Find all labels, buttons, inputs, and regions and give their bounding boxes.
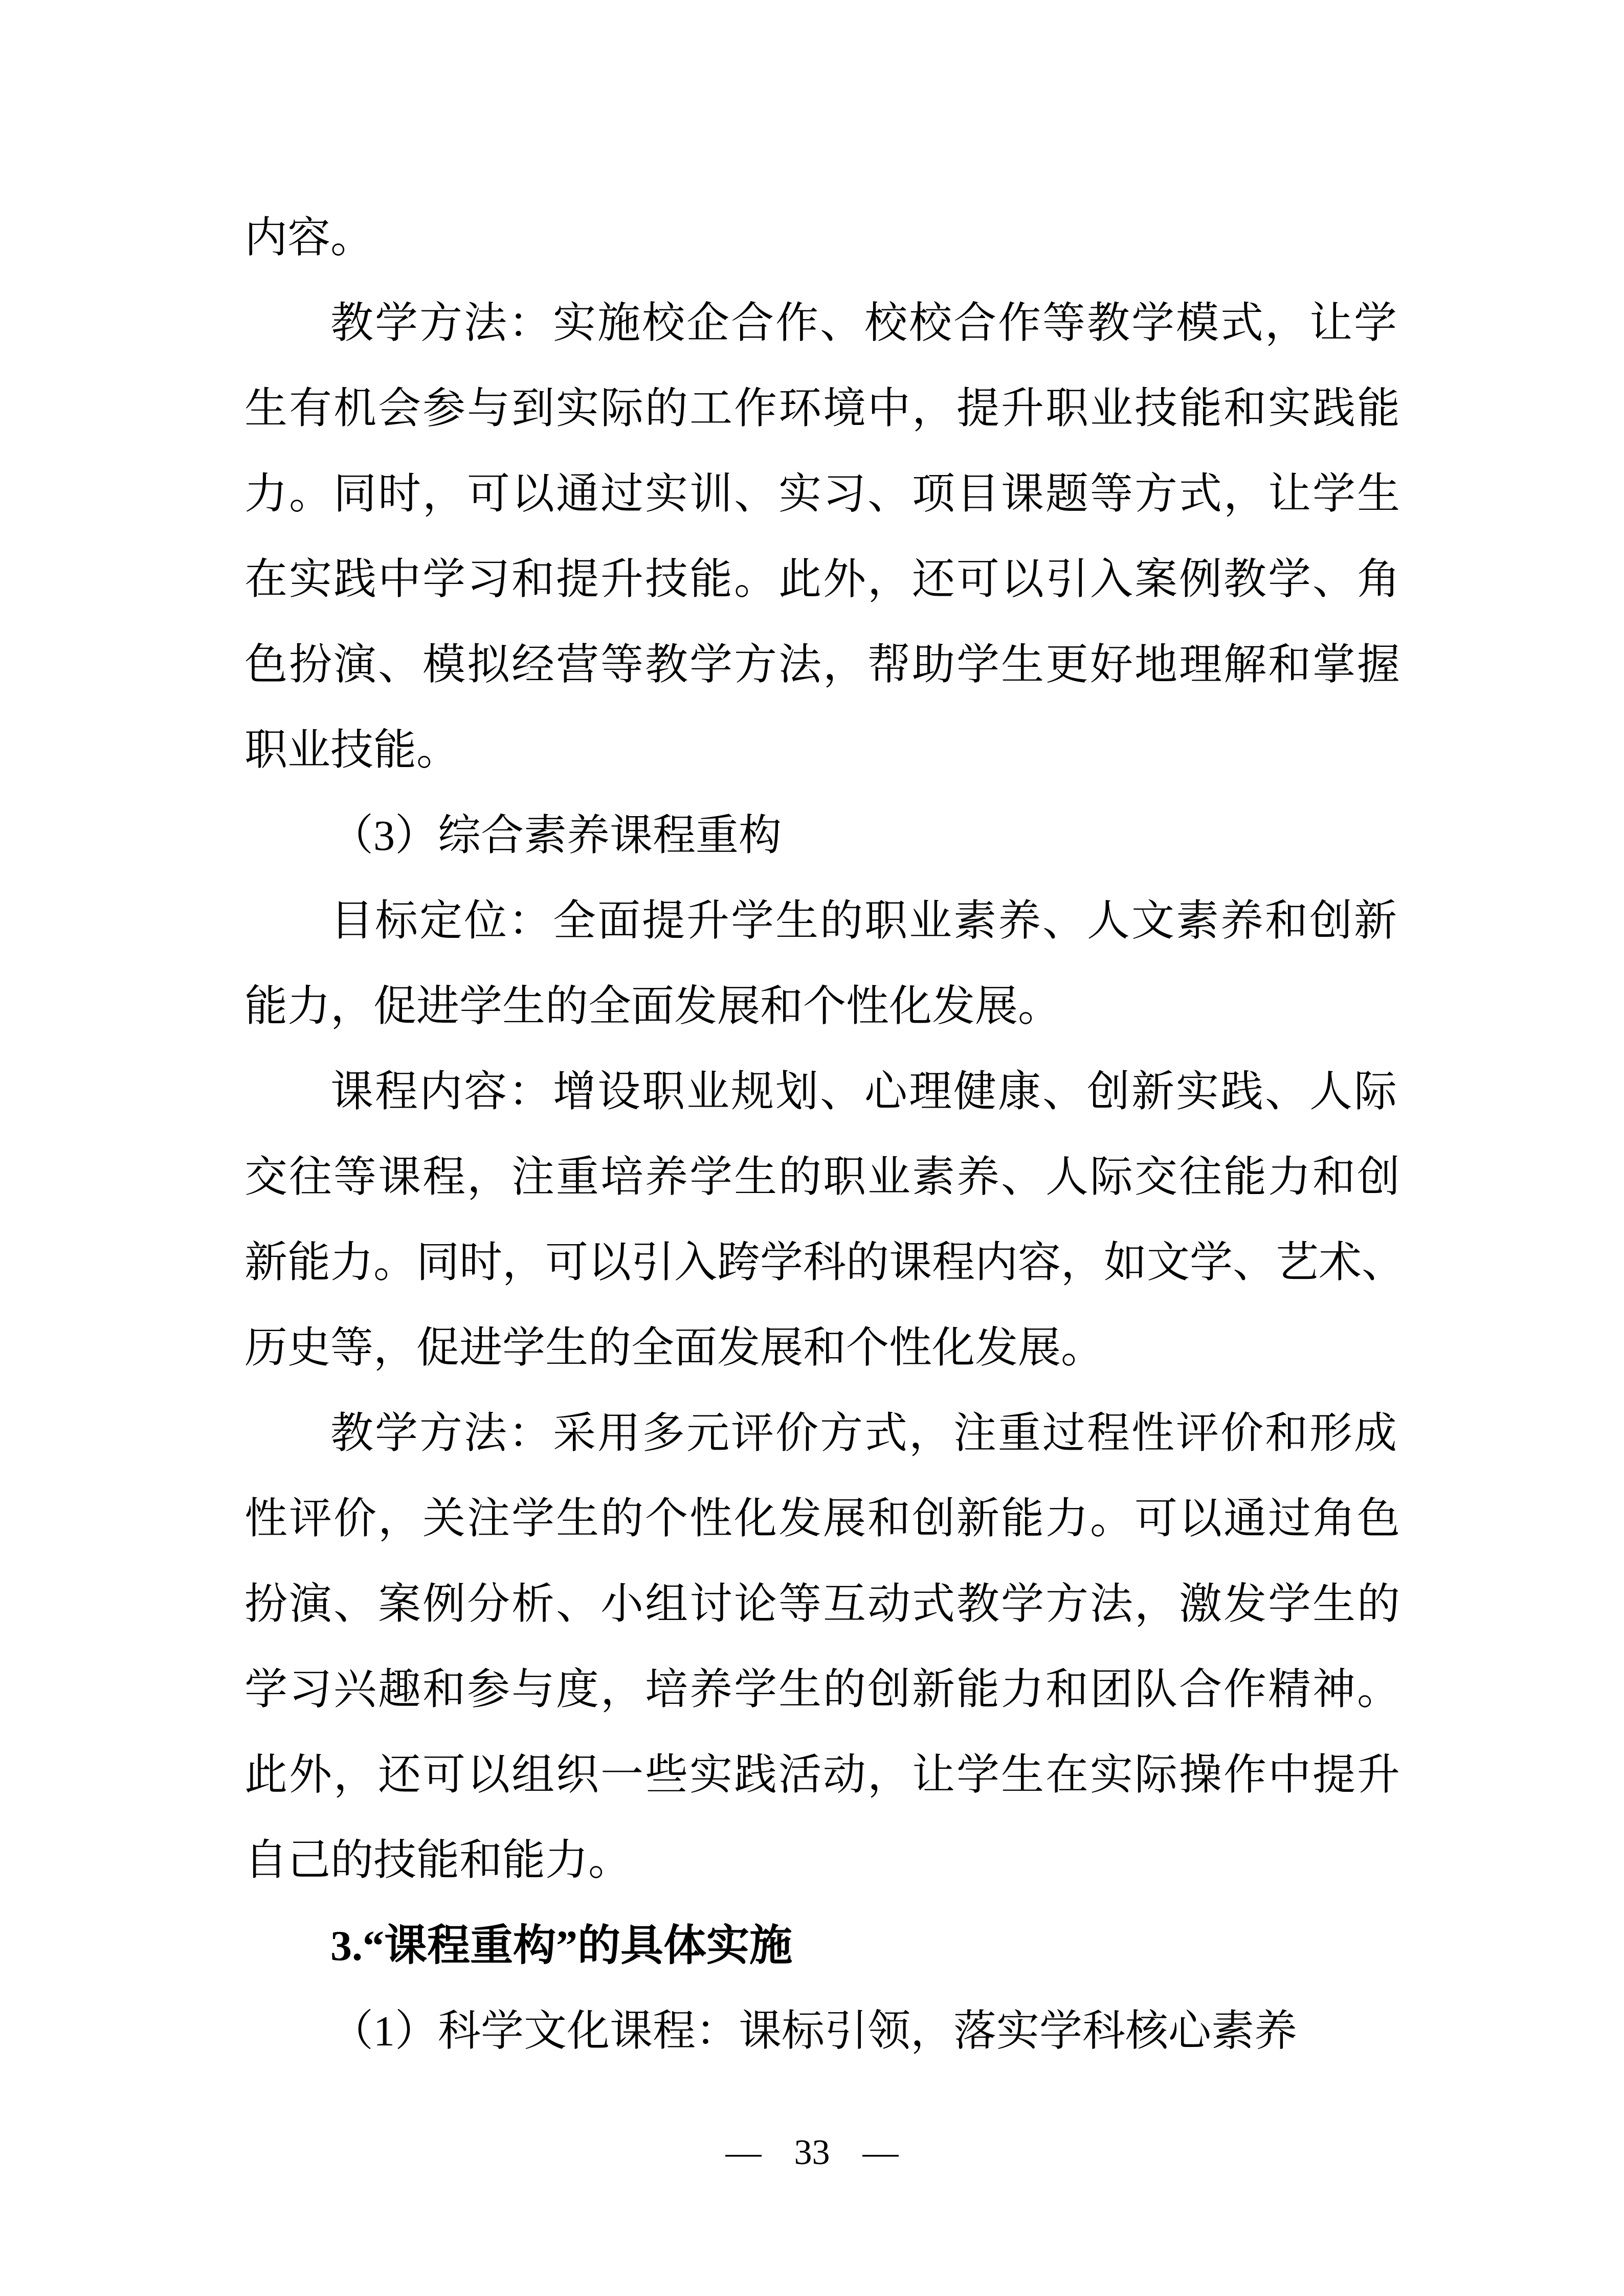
- subsection-heading-3: （3）综合素养课程重构: [330, 812, 782, 860]
- paragraph-line: 能力，促进学生的全面发展和个性化发展。: [244, 983, 1061, 1030]
- paragraph-line: 目标定位：全面提升学生的职业素养、人文素养和创新: [330, 897, 1399, 945]
- subsection-heading-1: （1）科学文化课程：课标引领，落实学科核心素养: [330, 2008, 1298, 2055]
- page-number: 33: [794, 2133, 830, 2172]
- page-footer: [0, 2132, 1624, 2173]
- paragraph-line: 教学方法：采用多元评价方式，注重过程性评价和形成: [330, 1410, 1399, 1457]
- paragraph-line: 学习兴趣和参与度，培养学生的创新能力和团队合作精神。: [244, 1666, 1402, 1714]
- paragraph-line: 交往等课程，注重培养学生的职业素养、人际交往能力和创: [244, 1154, 1402, 1201]
- paragraph-line: 在实践中学习和提升技能。此外，还可以引入案例教学、角: [244, 556, 1402, 603]
- paragraph-line: 内容。: [244, 214, 374, 262]
- paragraph-line: 性评价，关注学生的个性化发展和创新能力。可以通过角色: [244, 1495, 1402, 1543]
- footer-dash-right: —: [862, 2133, 899, 2172]
- paragraph-line: 历史等，促进学生的全面发展和个性化发展。: [244, 1324, 1104, 1372]
- paragraph-line: 扮演、案例分析、小组讨论等互动式教学方法，激发学生的: [244, 1581, 1402, 1628]
- footer-dash-left: —: [725, 2133, 762, 2172]
- paragraph-line: 力。同时，可以通过实训、实习、项目课题等方式，让学生: [244, 470, 1402, 518]
- paragraph-line: 生有机会参与到实际的工作环境中，提升职业技能和实践能: [244, 385, 1402, 433]
- paragraph-line: 职业技能。: [244, 727, 460, 774]
- paragraph-line: 色扮演、模拟经营等教学方法，帮助学生更好地理解和掌握: [244, 641, 1402, 689]
- paragraph-line: 此外，还可以组织一些实践活动，让学生在实际操作中提升: [244, 1751, 1402, 1799]
- paragraph-line: 自己的技能和能力。: [244, 1837, 632, 1884]
- section-heading-3: 3.“课程重构”的具体实施: [330, 1922, 793, 1970]
- paragraph-line: 新能力。同时，可以引入跨学科的课程内容，如文学、艺术、: [244, 1239, 1405, 1287]
- paragraph-line: 课程内容：增设职业规划、心理健康、创新实践、人际: [330, 1068, 1399, 1116]
- paragraph-line: 教学方法：实施校企合作、校校合作等教学模式，让学: [330, 300, 1399, 347]
- document-text-block: [244, 195, 1421, 2074]
